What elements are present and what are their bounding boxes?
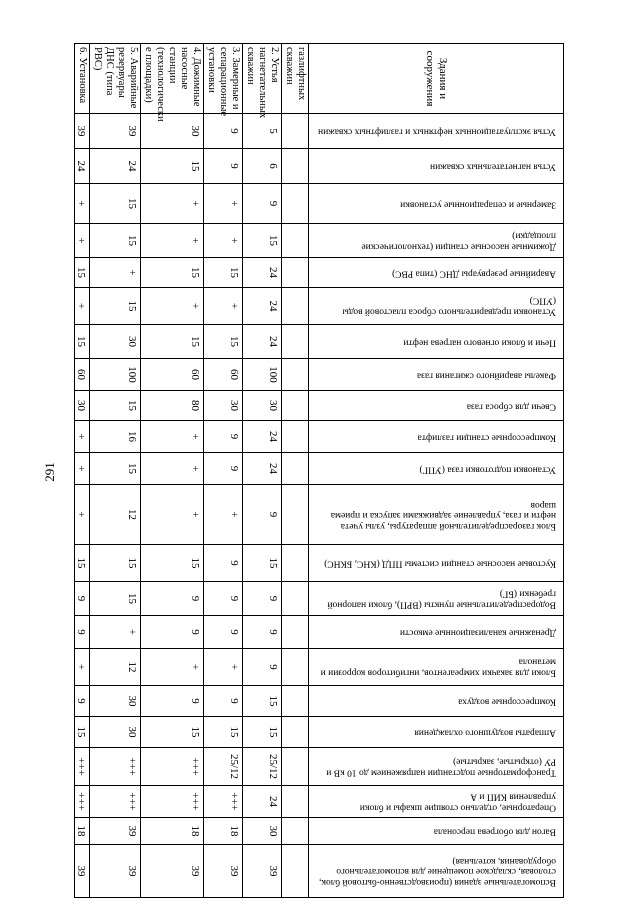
table-cell: 15 — [141, 545, 204, 582]
continued-cell — [282, 359, 309, 391]
table-cell: + — [75, 288, 90, 325]
table-cell: +++ — [75, 786, 90, 818]
table-row — [204, 44, 243, 898]
table-cell: 80 — [141, 391, 204, 421]
column-header-17 — [309, 686, 564, 717]
column-header-box — [309, 485, 563, 544]
table-cell: 30 — [90, 717, 141, 748]
continued-cell — [282, 149, 309, 184]
table-cell: 18 — [75, 818, 90, 845]
table-cell: + — [141, 184, 204, 224]
table-cell: 15 — [90, 391, 141, 421]
column-header-box — [309, 224, 563, 257]
table-cell: 24 — [243, 786, 282, 818]
continued-cell — [282, 391, 309, 421]
table-cell: + — [141, 421, 204, 453]
column-header-text: Блок газораспределительной аппаратуры, узлы учета нефти и газа, управление задвижками запуска и приема шаров — [330, 499, 556, 531]
continued-cell — [282, 224, 309, 258]
column-header-14 — [309, 582, 564, 616]
table-cell: 18 — [204, 818, 243, 845]
continued-row-label: газлифтных скважин — [282, 44, 309, 114]
column-header-box — [309, 184, 563, 223]
column-header-box — [309, 325, 563, 358]
table-cell: 9 — [75, 616, 90, 649]
table-cell: 30 — [204, 391, 243, 421]
table-cell: 39 — [75, 114, 90, 149]
table-cell: 25/12 — [204, 748, 243, 786]
continued-cell — [282, 845, 309, 898]
table-cell: 18 — [141, 818, 204, 845]
column-header-text: Операторные, отдельно стоящие шкафы и блоки управления КИП и А — [359, 791, 556, 812]
table-cell: + — [204, 485, 243, 545]
continued-cell — [282, 818, 309, 845]
column-header-text: Аварийные резервуары ДНС (типа РВС) — [392, 267, 556, 278]
table-cell: +++ — [141, 748, 204, 786]
table-cell: 9 — [243, 485, 282, 545]
table-cell: 39 — [90, 114, 141, 149]
table-cell: + — [75, 453, 90, 485]
column-header-2 — [309, 149, 564, 184]
column-header-18 — [309, 717, 564, 748]
table-cell: 15 — [90, 545, 141, 582]
column-header-text: Факелы аварийного сжигания газа — [416, 369, 556, 380]
table-cell: 39 — [243, 845, 282, 898]
column-header-box — [309, 748, 563, 785]
table-cell: 100 — [90, 359, 141, 391]
table-cell: 30 — [90, 686, 141, 717]
table-cell: + — [75, 224, 90, 258]
table-cell: 60 — [75, 359, 90, 391]
column-header-box — [309, 582, 563, 615]
column-header-6 — [309, 288, 564, 325]
table-cell: + — [204, 288, 243, 325]
table-cell: 25/12 — [243, 748, 282, 786]
table-row — [90, 44, 141, 898]
table-cell: + — [141, 453, 204, 485]
continued-cell — [282, 616, 309, 649]
row-label: 5. Аварийные резервуары ДНС (типа РВС) — [90, 44, 141, 114]
column-header-text: Кустовые насосные станции системы ППД (КНС, БКНС) — [324, 558, 556, 569]
table-cell: 9 — [243, 184, 282, 224]
table-cell: 39 — [90, 818, 141, 845]
column-header-box — [309, 649, 563, 685]
table-cell: 24 — [243, 288, 282, 325]
column-header-box — [309, 686, 563, 716]
table-cell: 39 — [141, 845, 204, 898]
table-cell: 15 — [204, 717, 243, 748]
table-cell: 9 — [204, 616, 243, 649]
row-label: 2. Устья нагнетательных скважин — [243, 44, 282, 114]
column-header-box — [309, 845, 563, 897]
continued-cell — [282, 453, 309, 485]
column-header-text: Вспомогательные здания (производственно-бытовой блок, столовая, складское помещение для вспомогательного оборудования, котельная) — [319, 855, 556, 887]
table-cell: 100 — [243, 359, 282, 391]
table-cell: 24 — [243, 325, 282, 359]
column-header-21 — [309, 818, 564, 845]
column-header-11 — [309, 453, 564, 485]
table-cell: 15 — [141, 325, 204, 359]
column-header-box — [309, 717, 563, 747]
column-header-box — [309, 818, 563, 844]
column-header-text: Устья эксплуатационных нефтяных и газлифтных скважин — [318, 126, 556, 137]
table-cell: 16 — [90, 421, 141, 453]
column-header-text: Замерные и сепарационные установки — [400, 198, 556, 209]
table-cell: 39 — [75, 845, 90, 898]
table-cell: 9 — [243, 649, 282, 686]
row-label: 6. Установка — [75, 44, 90, 114]
column-header-text: Вагон для обогрева персонала — [433, 826, 556, 837]
column-header-1 — [309, 114, 564, 149]
column-header-box — [309, 616, 563, 648]
continued-cell — [282, 288, 309, 325]
table-cell: 15 — [141, 258, 204, 288]
table-cell: 24 — [243, 258, 282, 288]
table-cell: + — [141, 485, 204, 545]
table-cell: 60 — [141, 359, 204, 391]
table-cell: + — [141, 649, 204, 686]
table-cell: 9 — [204, 545, 243, 582]
table-cell: +++ — [141, 786, 204, 818]
continued-cell — [282, 258, 309, 288]
table-cell: 9 — [243, 616, 282, 649]
column-header-box — [309, 149, 563, 183]
table-cell: 15 — [243, 717, 282, 748]
table-cell: + — [204, 184, 243, 224]
column-header-text: Аппараты воздушного охлаждения — [414, 727, 556, 738]
table-cell: 39 — [204, 845, 243, 898]
table-cell: 9 — [204, 114, 243, 149]
table-cell: 24 — [90, 149, 141, 184]
table-cell: 24 — [243, 421, 282, 453]
column-header-4 — [309, 224, 564, 258]
table-cell: 15 — [90, 184, 141, 224]
column-header-box — [309, 258, 563, 287]
table-cell: 9 — [204, 421, 243, 453]
table-cell: + — [90, 616, 141, 649]
continued-cell — [282, 686, 309, 717]
table-cell: 9 — [204, 149, 243, 184]
table-cell: 15 — [75, 258, 90, 288]
column-header-box — [309, 359, 563, 390]
table-cell: 15 — [90, 453, 141, 485]
continued-cell — [282, 649, 309, 686]
distance-table — [74, 43, 564, 898]
table-cell: + — [75, 649, 90, 686]
table-row — [75, 44, 90, 898]
table-cell: 24 — [75, 149, 90, 184]
table-cell: 12 — [90, 649, 141, 686]
table-cell: 15 — [90, 582, 141, 616]
distance-table-frame — [75, 43, 564, 887]
column-header-12 — [309, 485, 564, 545]
table-cell: 15 — [75, 545, 90, 582]
row-label: 3. Замерные и сепарационные установки — [204, 44, 243, 114]
continued-cell — [282, 717, 309, 748]
table-cell: + — [204, 649, 243, 686]
continued-cell — [282, 184, 309, 224]
table-cell: 15 — [90, 288, 141, 325]
table-row — [243, 44, 282, 898]
table-cell: 6 — [243, 149, 282, 184]
column-header-7 — [309, 325, 564, 359]
column-header-22 — [309, 845, 564, 898]
table-cell: 15 — [75, 325, 90, 359]
table-cell: 15 — [204, 325, 243, 359]
corner-header: Здания и сооружения — [309, 44, 564, 114]
column-header-5 — [309, 258, 564, 288]
table-cell: + — [75, 485, 90, 545]
table-cell: 15 — [75, 717, 90, 748]
column-header-box — [309, 453, 563, 484]
column-header-13 — [309, 545, 564, 582]
table-cell: 5 — [243, 114, 282, 149]
table-cell: 24 — [243, 453, 282, 485]
column-header-text: Водораспределительные пункты (ВРП), блоки напорной гребенки (БГ) — [327, 588, 556, 609]
table-cell: 30 — [75, 391, 90, 421]
column-header-box — [309, 421, 563, 452]
table-cell: 9 — [204, 686, 243, 717]
table-cell: 30 — [90, 325, 141, 359]
table-cell: 9 — [75, 686, 90, 717]
column-header-text: Дожимные насосные станции (технологические площадки) — [361, 230, 556, 251]
continued-cell — [282, 545, 309, 582]
column-header-text: Дренажные канализационные емкости — [399, 627, 556, 638]
table-cell: 15 — [141, 149, 204, 184]
table-cell: 39 — [90, 845, 141, 898]
table-cell: 15 — [243, 686, 282, 717]
column-header-10 — [309, 421, 564, 453]
column-header-text: Блоки для закачки химреагентов, ингибиторов коррозии и метанола — [320, 657, 556, 678]
column-header-text: Свечи для сброса газа — [466, 400, 556, 411]
column-header-box — [309, 545, 563, 581]
table-row — [141, 44, 204, 898]
table-cell: 9 — [243, 582, 282, 616]
column-header-box — [309, 786, 563, 817]
continued-row — [282, 44, 309, 898]
continued-cell — [282, 748, 309, 786]
table-cell: 15 — [141, 717, 204, 748]
table-cell: 15 — [243, 224, 282, 258]
column-header-16 — [309, 649, 564, 686]
table-cell: 9 — [204, 582, 243, 616]
column-header-text: Компрессорные воздуха — [458, 696, 556, 707]
column-header-box — [309, 288, 563, 324]
column-header-text: Установки подготовки газа (УПГ) — [419, 463, 556, 474]
column-header-text: Печи и блоки огневого нагрева нефти — [403, 336, 556, 347]
column-header-text: Компрессорные станции газлифта — [417, 431, 556, 442]
table-cell: 30 — [243, 391, 282, 421]
table-cell: 12 — [90, 485, 141, 545]
column-header-text: Трансформаторные подстанции напряжением до 10 кВ и РУ (открытые, закрытые) — [326, 756, 556, 777]
table-cell: 9 — [141, 686, 204, 717]
continued-cell — [282, 582, 309, 616]
column-header-box — [309, 114, 563, 148]
row-label: 4. Дожимные насосные станции (технологически е площадки) — [141, 44, 204, 114]
column-header-15 — [309, 616, 564, 649]
continued-cell — [282, 485, 309, 545]
table-cell: 30 — [141, 114, 204, 149]
distance-table-rotated — [75, 43, 564, 887]
table-cell: +++ — [75, 748, 90, 786]
table-cell: 9 — [141, 582, 204, 616]
column-header-20 — [309, 786, 564, 818]
table-cell: 15 — [243, 545, 282, 582]
page-number: 291 — [42, 462, 57, 482]
table-cell: + — [204, 224, 243, 258]
column-header-19 — [309, 748, 564, 786]
continued-cell — [282, 786, 309, 818]
table-cell: 15 — [90, 224, 141, 258]
table-cell: 9 — [75, 582, 90, 616]
table-cell: + — [75, 184, 90, 224]
column-header-text: Устья нагнетательных скважин — [430, 161, 556, 172]
table-cell: 15 — [204, 258, 243, 288]
table-cell: +++ — [90, 786, 141, 818]
table-cell: + — [75, 421, 90, 453]
table-cell: + — [141, 224, 204, 258]
continued-cell — [282, 421, 309, 453]
table-cell: +++ — [90, 748, 141, 786]
column-header-9 — [309, 391, 564, 421]
continued-cell — [282, 114, 309, 149]
table-cell: + — [90, 258, 141, 288]
column-header-3 — [309, 184, 564, 224]
table-cell: +++ — [204, 786, 243, 818]
table-cell: 9 — [141, 616, 204, 649]
continued-cell — [282, 325, 309, 359]
table-cell: 60 — [204, 359, 243, 391]
column-header-8 — [309, 359, 564, 391]
column-header-box — [309, 391, 563, 420]
table-cell: + — [141, 288, 204, 325]
table-cell: 30 — [243, 818, 282, 845]
table-cell: 9 — [204, 453, 243, 485]
column-header-text: Установки предварительного сброса пластовой воды (УПС) — [342, 296, 556, 317]
header-row — [309, 44, 564, 898]
